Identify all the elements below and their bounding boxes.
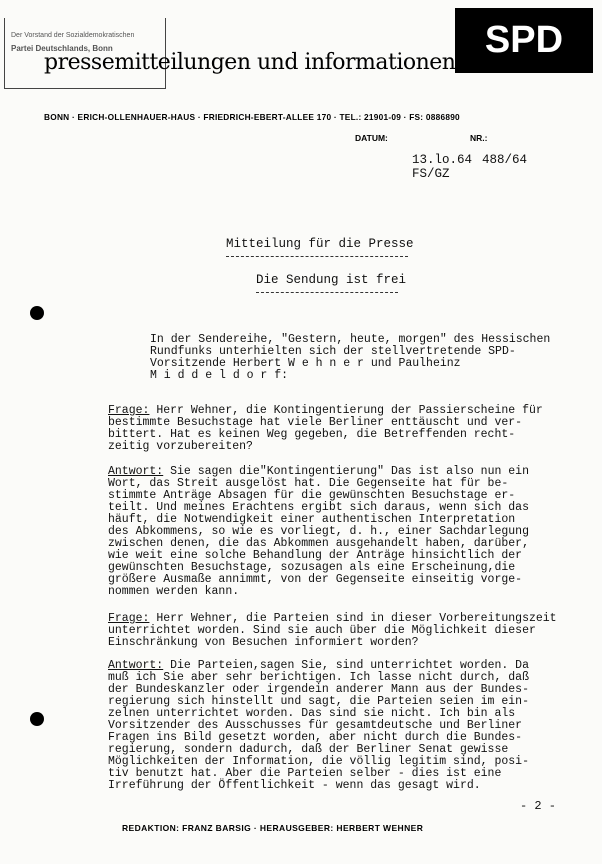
nr-label: NR.:	[470, 133, 488, 143]
answer-2	[108, 660, 568, 792]
text-line: häuft, die Notwendigkeit einer authentischen Interpretation	[108, 513, 516, 526]
fs-value: FS/GZ	[412, 167, 450, 181]
text-line: muß ich Sie aber sehr berichtigen. Ich lasse nicht durch, daß	[108, 671, 529, 684]
text-line: stimmte Anträge Absagen für die gewünschten Besuchstage er-	[108, 489, 516, 502]
press-subtitle-underline	[256, 292, 398, 293]
text-line: Die Parteien,sagen Sie, sind unterrichtet worden. Da	[163, 659, 529, 672]
text-line: zelnen unterrichtet worden. Das sind sie nicht. Ich bin als	[108, 707, 516, 720]
text-line: des Abkommens, so wie es vorliegt, d. h., einer Sachdarlegung	[108, 525, 529, 538]
press-subtitle: Die Sendung ist frei	[256, 273, 407, 287]
punch-hole-top	[30, 306, 44, 320]
text-line: Einschränkung von Besuchen informiert worden?	[108, 636, 419, 649]
punch-hole-bottom	[30, 712, 44, 726]
text-line: gewünschten Besuchstage, sozusagen als eine Erscheinung,die	[108, 561, 516, 574]
text-line: zeitig vorzubereiten?	[108, 440, 253, 453]
answer-1	[108, 466, 568, 598]
text-line: Wort, das Streit ausgelöst hat. Die Gegenseite hat für be-	[108, 477, 509, 490]
datum-label: DATUM:	[355, 133, 388, 143]
text-line: regierung sich hinstellt und sagt, die Parteien seien im ein-	[108, 695, 529, 708]
text-line: zwischen denen, die das Abkommen ausgehandelt haben, darüber,	[108, 537, 529, 550]
masthead-title: pressemitteilungen und informationen	[44, 50, 456, 75]
text-line: Sie sagen die"Kontingentierung" Das ist also nun ein	[163, 465, 529, 478]
intro-line: Vorsitzende Herbert W e h n e r und Paulheinz	[150, 357, 461, 370]
intro-line: M i d d e l d o r f:	[150, 369, 289, 382]
text-line: Möglichkeiten der Information, die völlig legitim sind, posi-	[108, 755, 529, 768]
text-line: unterrichtet worden. Sind sie auch über die Möglichkeit dieser	[108, 624, 536, 637]
press-title: Mitteilung für die Presse	[226, 237, 414, 251]
speaker-label: Frage:	[108, 404, 150, 417]
datum-value: 13.lo.64	[412, 153, 473, 167]
spd-logo: SPD	[455, 8, 593, 73]
text-line: regierung, sondern dadurch, daß der Berliner Senat gewisse	[108, 743, 509, 756]
text-line: bittert. Hat es keinen Weg gegeben, die Betreffenden recht-	[108, 428, 516, 441]
text-line: Herr Wehner, die Parteien sind in dieser Vorbereitungszeit	[149, 612, 557, 625]
speaker-label: Antwort:	[108, 659, 164, 672]
question-2	[108, 613, 568, 649]
text-line: bestimmte Besuchstage hat viele Berliner enttäuscht und ver-	[108, 416, 523, 429]
intro-line: In der Sendereihe, "Gestern, heute, morgen" des Hessischen	[150, 333, 551, 346]
nr-value: 488/64	[482, 153, 528, 167]
text-line: Vorsitzender des Ausschusses für gesamtdeutsche und Berliner	[108, 719, 523, 732]
text-line: nommen werden kann.	[108, 585, 240, 598]
text-line: der Bundeskanzler oder irgendein anderer Mann aus der Bundes-	[108, 683, 529, 696]
question-1	[108, 405, 568, 453]
press-title-underline	[226, 256, 408, 257]
page-number: - 2 -	[520, 799, 557, 813]
text-line: Herr Wehner, die Kontingentierung der Passierscheine für	[149, 404, 543, 417]
footer-credits: REDAKTION: FRANZ BARSIG · HERAUSGEBER: HERBERT WEHNER	[122, 823, 424, 833]
speaker-label: Frage:	[108, 612, 150, 625]
text-line: tiv benutzt hat. Aber die Parteien selber - dies ist eine	[108, 767, 502, 780]
text-line: wie weit eine solche Behandlung der Anträge hinsichtlich der	[108, 549, 523, 562]
text-line: größere Ausmaße annimmt, von der Gegenseite einseitig vorge-	[108, 573, 523, 586]
stamp-line-2: Partei Deutschlands, Bonn	[11, 44, 113, 53]
intro-paragraph	[150, 334, 590, 382]
speaker-label: Antwort:	[108, 465, 164, 478]
text-line: teilt. Und meines Erachtens ergibt sich daraus, wenn sich das	[108, 501, 529, 514]
stamp-line-1: Der Vorstand der Sozialdemokratischen	[11, 32, 135, 39]
text-line: Irreführung der Öffentlichkeit - wenn das gesagt wird.	[108, 779, 481, 792]
text-line: Fragen ins Bild gesetzt worden, aber nicht durch die Bundes-	[108, 731, 523, 744]
intro-line: Rundfunks unterhielten sich der stellvertretende SPD-	[150, 345, 516, 358]
address-line: BONN · ERICH-OLLENHAUER-HAUS · FRIEDRICH-EBERT-ALLEE 170 · TEL.: 21901-09 · FS: 0886890	[44, 112, 460, 122]
